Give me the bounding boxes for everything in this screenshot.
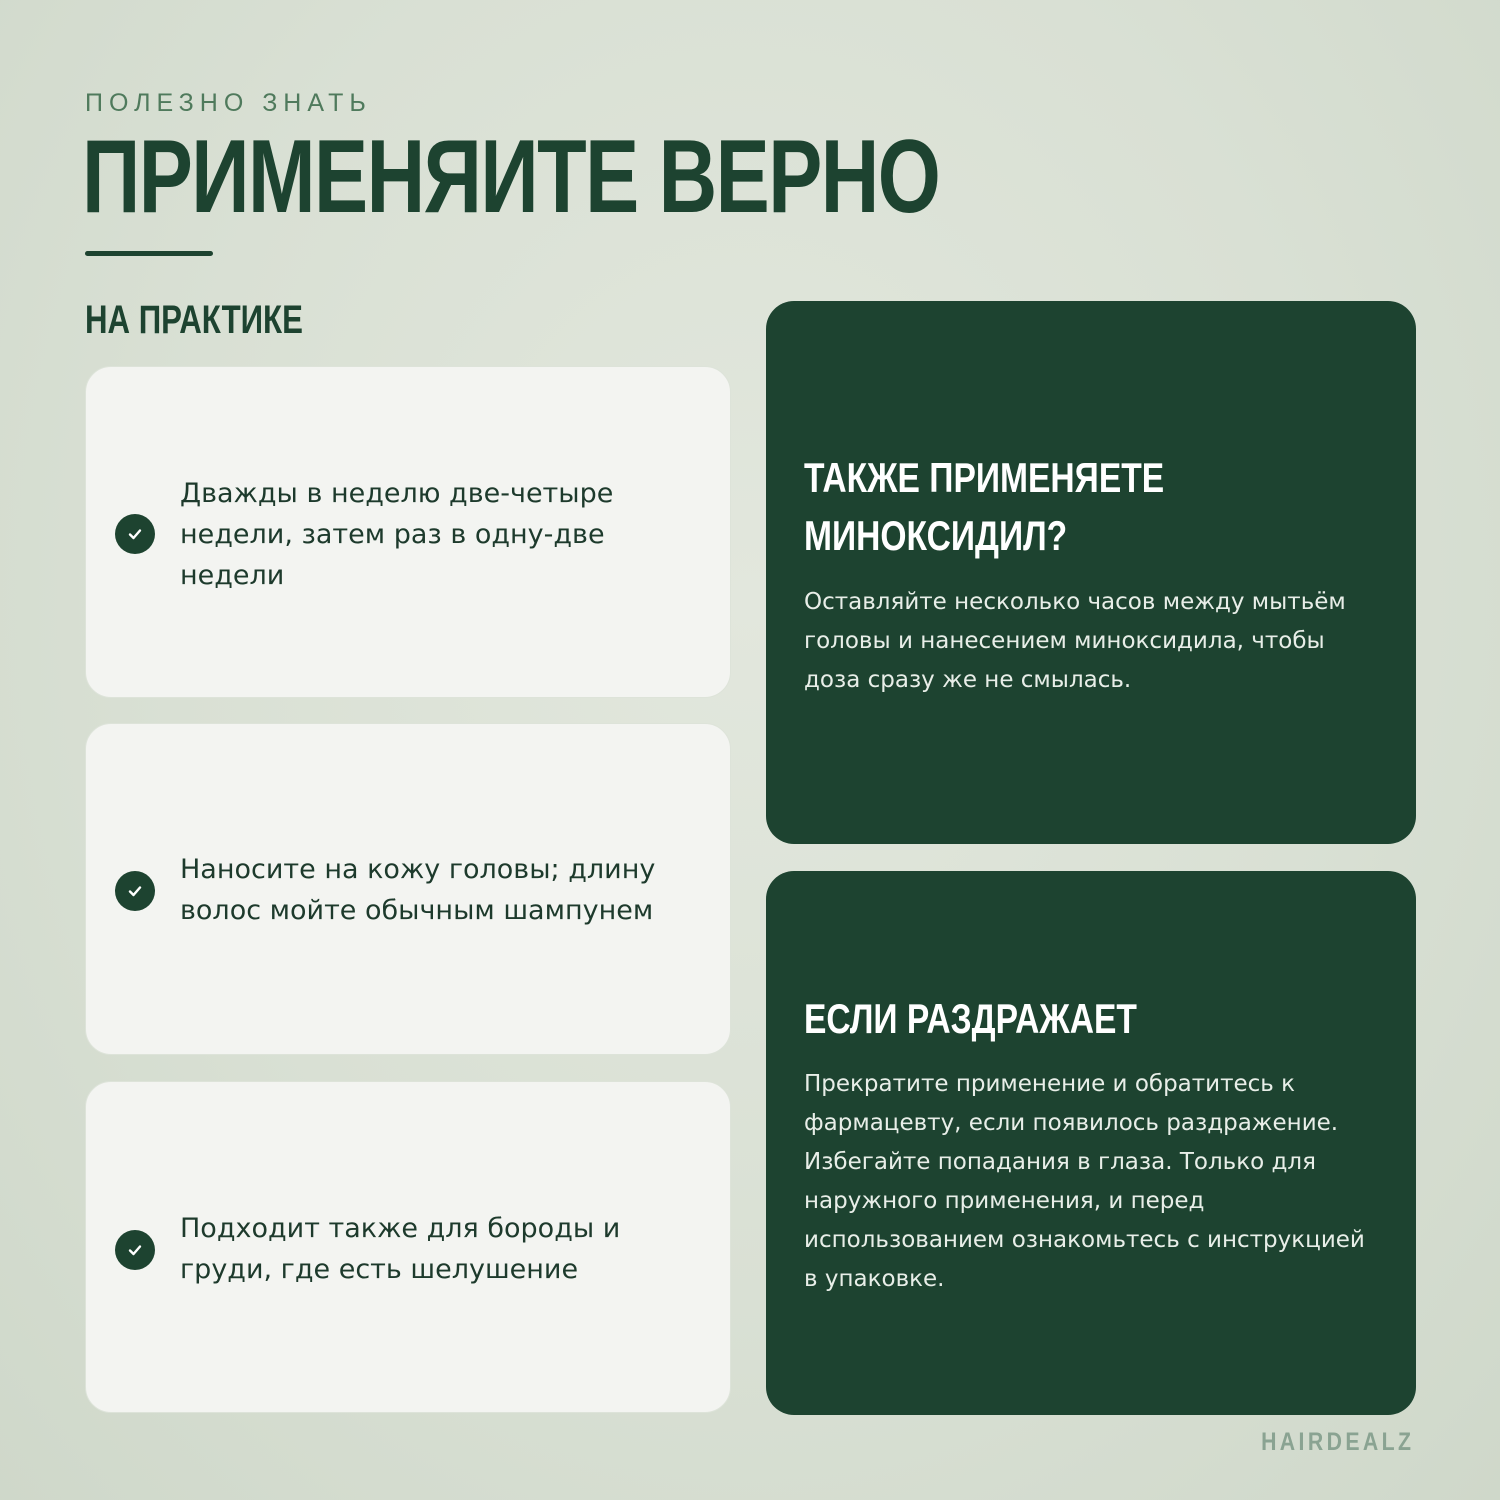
info-card-irritation [766,871,1416,1415]
page-title: ПРИМЕНЯИТЕ ВЕРНО [82,119,940,235]
tip-card-2 [85,723,731,1055]
eyebrow-label: ПОЛЕЗНО ЗНАТЬ [85,89,372,117]
check-icon [115,871,155,911]
tip-text: Подходит также для бороды и груди, где есть шелушение [180,1213,621,1285]
info-card-title-line-2: МИНОКСИДИЛ? [804,512,1068,559]
tip-text: Дважды в неделю две-четыре недели, затем раз в одну-две недели [180,478,614,591]
info-card-title: ЕСЛИ РАЗДРАЖАЕТ [804,995,1137,1042]
title-underline [85,251,213,256]
check-icon [115,514,155,554]
section-label-practice: НА ПРАКТИКЕ [85,298,303,342]
tip-text: Наносите на кожу головы; длину волос мойте обычным шампунем [180,854,656,926]
tip-card-1 [85,366,731,698]
info-card-body: Прекратите применение и обратитесь к фармацевту, если появилось раздражение. Избегайте попадания в глаза. Только для наружного применения, и перед использованием ознакомьтесь с инструкцией в упаковке. [804,1071,1365,1292]
info-card-body: Оставляйте несколько часов между мытьём головы и нанесением миноксидила, чтобы доза сразу же не смылась. [804,589,1346,693]
brand-logo: HAIRDEALZ [1260,1428,1414,1456]
info-card-title-line-1: ТАКЖЕ ПРИМЕНЯЕТЕ [804,454,1165,501]
info-card-minoxidil [766,301,1416,844]
tip-card-3 [85,1081,731,1413]
check-icon [115,1230,155,1270]
